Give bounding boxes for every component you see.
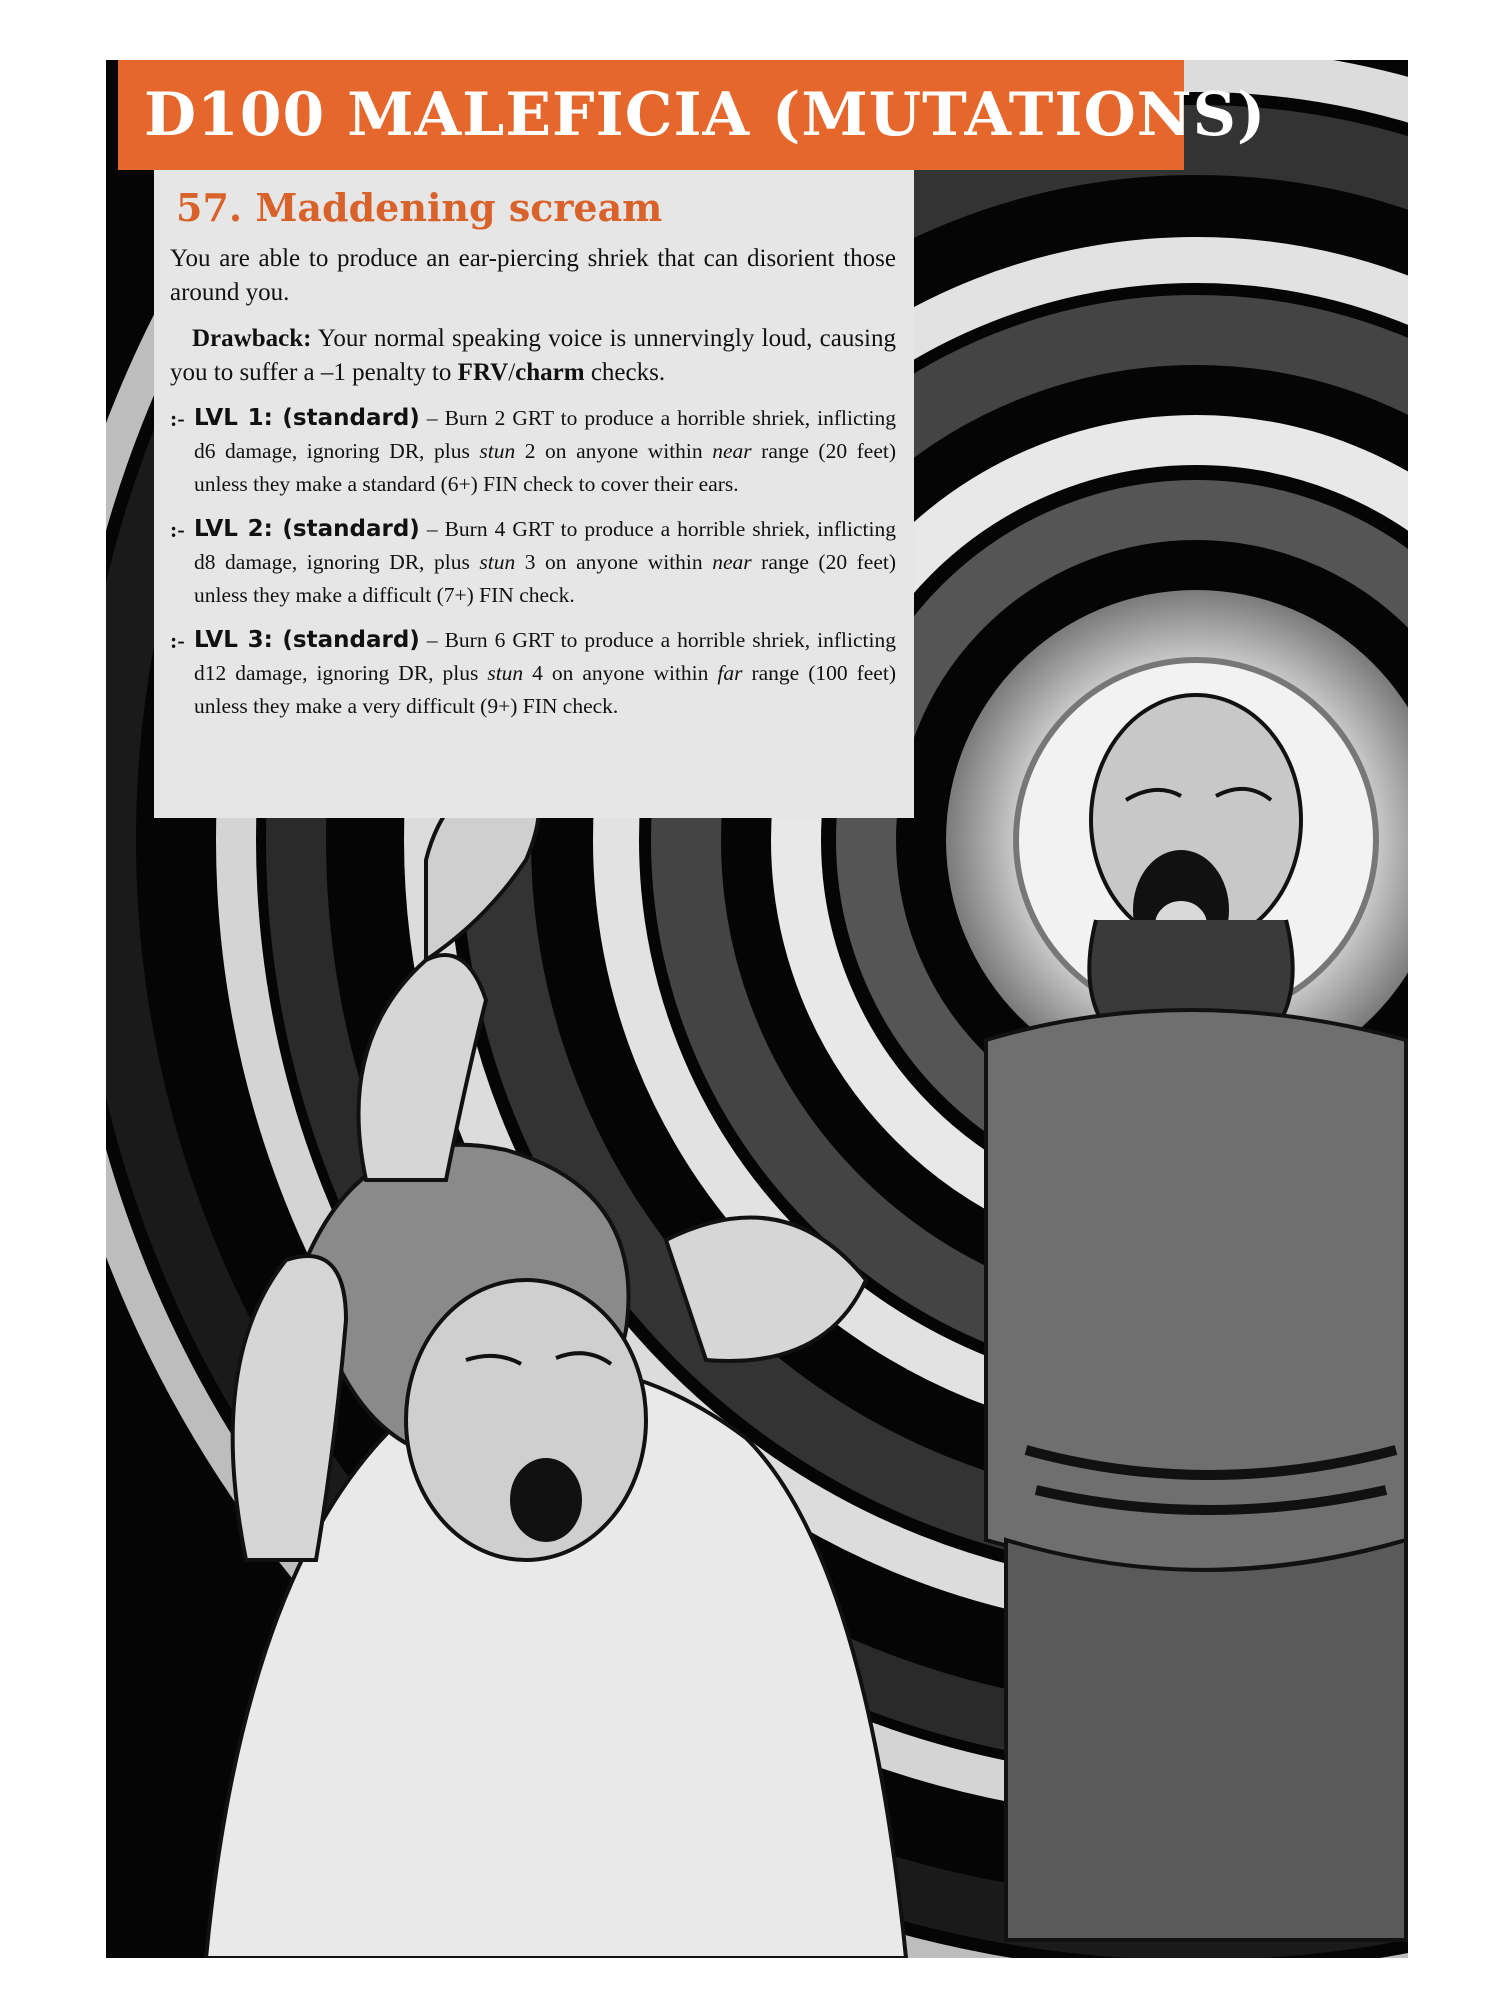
drawback-tail: checks. [590,359,666,386]
level-range: near [712,550,752,574]
level-text-mid: 4 on anyone within [532,661,709,685]
level-text-tail: range (20 feet) unless they make a difficult (7+) FIN check. [194,550,897,607]
level-text-mid: 3 on anyone within [524,550,703,574]
level-name: LVL 3: (standard) [194,627,420,653]
level-stun: stun [479,439,516,463]
level-range: near [712,439,752,463]
bullet-icon: :- [170,628,185,653]
drawback-charm: charm [515,359,585,386]
bullet-icon: :- [170,517,185,542]
bullet-icon: :- [170,406,185,431]
level-item [170,402,896,501]
level-text-tail: range (100 feet) unless they make a very difficult (9+) FIN check. [194,661,896,718]
drawback-slash: / [508,359,516,386]
level-name: LVL 2: (standard) [194,516,420,542]
drawback-text: Your normal speaking voice is unnervingly loud, causing you to suffer a –1 penalty to [170,325,896,386]
level-text-mid: 2 on anyone within [524,439,703,463]
drawback-frv: FRV [457,359,509,386]
mutation-entry-panel [154,170,914,818]
level-stun: stun [479,550,516,574]
drawback-label: Drawback: [192,325,312,352]
level-text: – Burn 6 GRT to produce a horrible shriek, inflicting d12 damage, ignoring DR, plus [194,628,896,685]
level-name: LVL 1: (standard) [194,405,420,431]
page-title: D100 MALEFICIA (MUTATIONS) [144,80,1267,150]
entry-description: You are able to produce an ear-piercing shriek that can disorient those around you. [170,245,896,306]
level-text: – Burn 4 GRT to produce a horrible shriek, inflicting d8 damage, ignoring DR, plus [194,517,896,574]
level-range: far [717,661,743,685]
title-bar [118,60,1267,170]
level-item [170,513,896,612]
level-text: – Burn 2 GRT to produce a horrible shriek, inflicting d6 damage, ignoring DR, plus [194,406,896,463]
level-stun: stun [487,661,524,685]
drawback-paragraph [170,322,896,390]
level-item [170,624,896,723]
level-text-tail: range (20 feet) unless they make a standard (6+) FIN check to cover their ears. [194,439,897,496]
entry-heading: 57. Maddening scream [176,185,663,230]
